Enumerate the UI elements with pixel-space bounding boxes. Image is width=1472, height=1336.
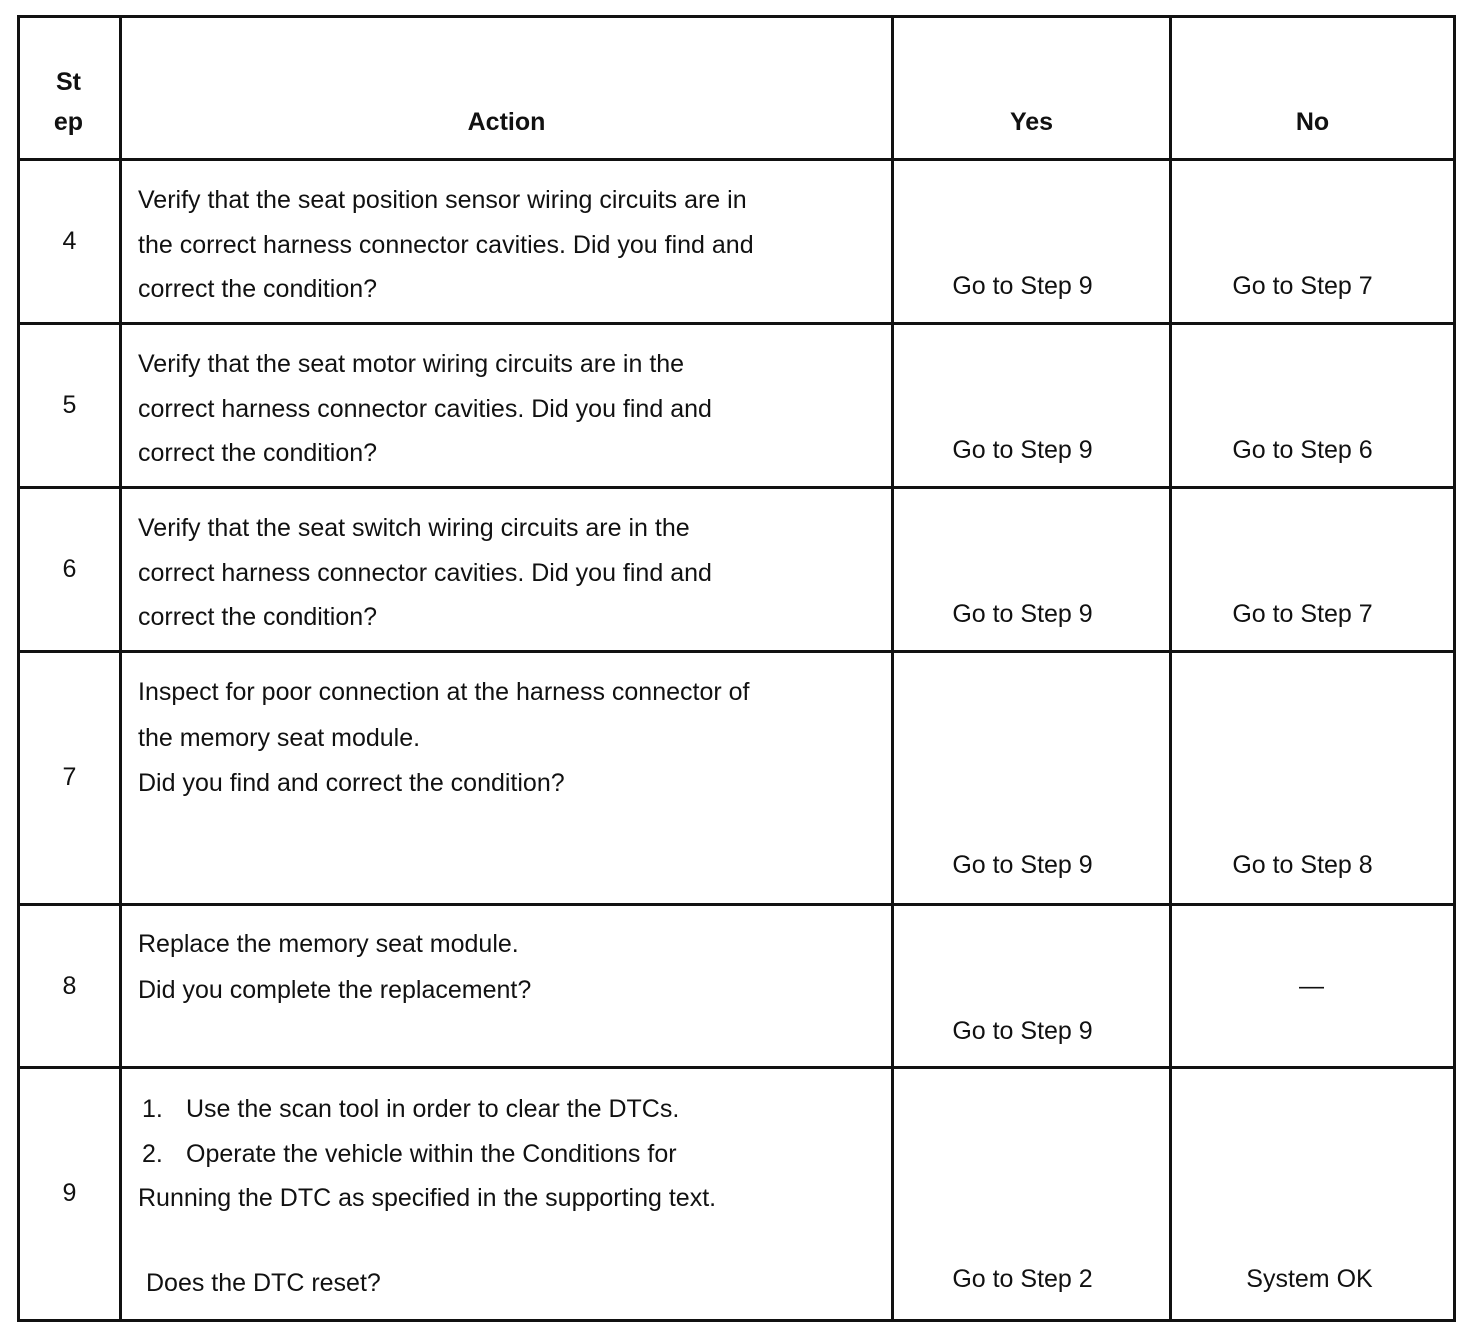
no-cell bbox=[1171, 488, 1455, 652]
action-line: Running the DTC as specified in the supporting text. bbox=[138, 1184, 717, 1212]
yes-cell bbox=[893, 1068, 1171, 1321]
action-cell bbox=[121, 324, 893, 488]
no-cell bbox=[1171, 652, 1455, 905]
yes-link[interactable]: Go to Step 9 bbox=[952, 1017, 1093, 1045]
action-line: the memory seat module. bbox=[138, 723, 421, 752]
action-line: Did you find and correct the condition? bbox=[138, 769, 565, 797]
table-row bbox=[19, 652, 1455, 905]
yes-cell bbox=[893, 324, 1171, 488]
no-value: — bbox=[1299, 972, 1324, 1000]
table-row bbox=[19, 1068, 1455, 1321]
action-line: correct the condition? bbox=[138, 275, 378, 303]
step-cell bbox=[19, 324, 121, 488]
header-yes-label: Yes bbox=[1009, 108, 1054, 136]
no-cell bbox=[1171, 324, 1455, 488]
step-number: 7 bbox=[62, 763, 77, 791]
list-item-text: Use the scan tool in order to clear the DTCs. bbox=[186, 1095, 680, 1123]
yes-link[interactable]: Go to Step 2 bbox=[952, 1265, 1093, 1293]
action-line: correct harness connector cavities. Did you find and bbox=[138, 394, 712, 423]
list-item-number: 1. bbox=[142, 1095, 163, 1123]
action-cell bbox=[121, 905, 893, 1068]
action-line: Verify that the seat switch wiring circuits are in the bbox=[138, 514, 690, 542]
action-line: the correct harness connector cavities. Did you find and bbox=[138, 230, 754, 259]
table-row bbox=[19, 324, 1455, 488]
action-list-item bbox=[138, 1087, 871, 1132]
table-row bbox=[19, 905, 1455, 1068]
header-no bbox=[1171, 17, 1455, 160]
yes-link[interactable]: Go to Step 9 bbox=[952, 272, 1093, 300]
action-list-item bbox=[138, 1132, 871, 1177]
yes-cell bbox=[893, 652, 1171, 905]
step-cell bbox=[19, 652, 121, 905]
action-cell bbox=[121, 160, 893, 324]
action-question: Does the DTC reset? bbox=[146, 1268, 381, 1297]
header-action-label: Action bbox=[467, 108, 546, 136]
step-cell bbox=[19, 488, 121, 652]
yes-cell bbox=[893, 905, 1171, 1068]
header-yes bbox=[893, 17, 1171, 160]
no-link[interactable]: Go to Step 8 bbox=[1232, 851, 1373, 879]
table-row bbox=[19, 160, 1455, 324]
no-link[interactable]: Go to Step 6 bbox=[1232, 436, 1373, 464]
yes-link[interactable]: Go to Step 9 bbox=[952, 436, 1093, 464]
action-cell bbox=[121, 488, 893, 652]
no-link[interactable]: Go to Step 7 bbox=[1232, 600, 1373, 628]
list-item-number: 2. bbox=[142, 1139, 163, 1168]
action-line: correct the condition? bbox=[138, 603, 378, 631]
header-step-line2: ep bbox=[53, 108, 84, 136]
header-no-label: No bbox=[1295, 108, 1330, 136]
step-number: 6 bbox=[62, 555, 77, 583]
step-number: 8 bbox=[62, 972, 77, 1000]
header-action bbox=[121, 17, 893, 160]
action-cell bbox=[121, 652, 893, 905]
action-line: Replace the memory seat module. bbox=[138, 930, 519, 958]
action-line: correct the condition? bbox=[138, 439, 378, 467]
action-cell bbox=[121, 1068, 893, 1321]
no-value: System OK bbox=[1246, 1265, 1373, 1293]
yes-link[interactable]: Go to Step 9 bbox=[952, 851, 1093, 879]
yes-link[interactable]: Go to Step 9 bbox=[952, 600, 1093, 628]
step-cell bbox=[19, 160, 121, 324]
header-step bbox=[19, 17, 121, 160]
table-row bbox=[19, 488, 1455, 652]
step-number: 5 bbox=[62, 391, 77, 419]
action-line: Verify that the seat motor wiring circuits are in the bbox=[138, 350, 685, 378]
header-step-line1: St bbox=[56, 68, 81, 96]
step-number: 9 bbox=[62, 1179, 77, 1207]
action-line: Did you complete the replacement? bbox=[138, 975, 532, 1004]
action-line: Verify that the seat position sensor wiring circuits are in bbox=[138, 186, 747, 214]
table-header-row bbox=[19, 17, 1455, 160]
yes-cell bbox=[893, 160, 1171, 324]
no-cell bbox=[1171, 905, 1455, 1068]
step-cell bbox=[19, 1068, 121, 1321]
no-cell bbox=[1171, 160, 1455, 324]
diagnostic-steps-table bbox=[17, 15, 1456, 1322]
step-number: 4 bbox=[62, 227, 77, 255]
action-line: Inspect for poor connection at the harness connector of bbox=[138, 678, 750, 706]
yes-cell bbox=[893, 488, 1171, 652]
step-cell bbox=[19, 905, 121, 1068]
no-cell bbox=[1171, 1068, 1455, 1321]
no-link[interactable]: Go to Step 7 bbox=[1232, 272, 1373, 300]
list-item-text: Operate the vehicle within the Conditions for bbox=[186, 1139, 677, 1168]
action-line: correct harness connector cavities. Did you find and bbox=[138, 558, 712, 587]
